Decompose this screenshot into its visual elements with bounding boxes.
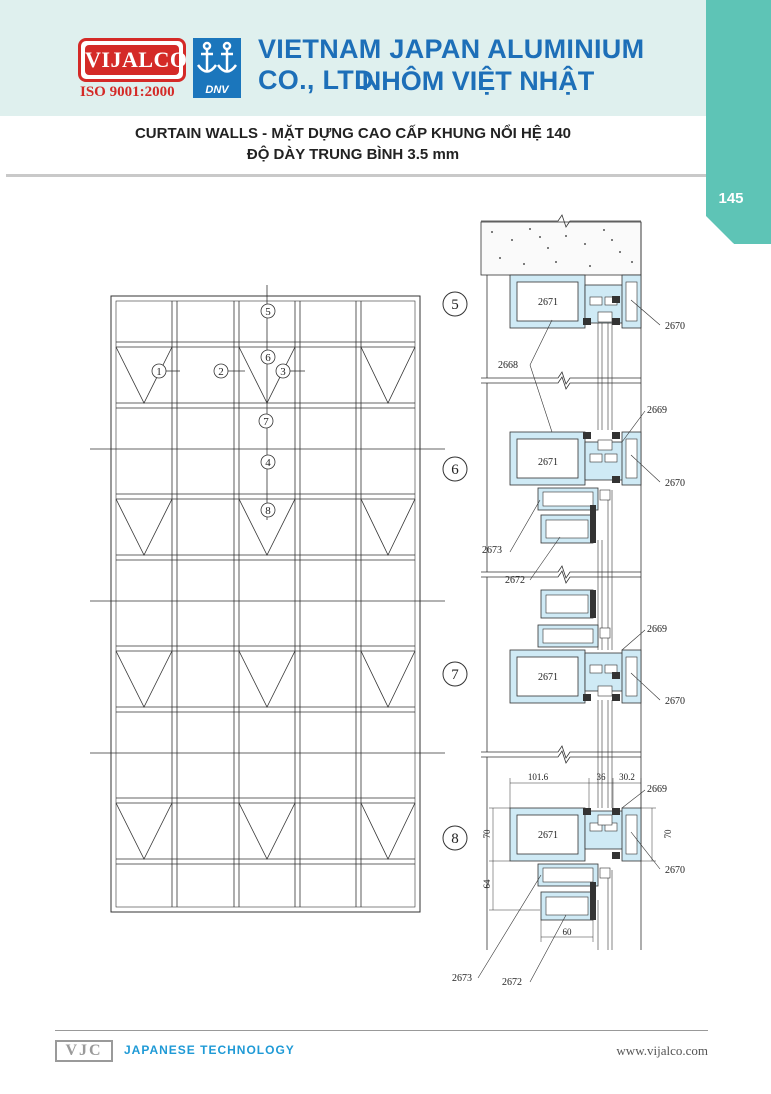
transom-profile-7	[510, 590, 641, 703]
profile-label: 2672	[502, 977, 522, 988]
profile-label: 2673	[482, 545, 502, 556]
iso-certification: ISO 9001:2000	[80, 84, 175, 100]
section-label: 6	[451, 462, 459, 478]
transom-profiles	[510, 275, 641, 920]
elevation-view	[90, 285, 445, 912]
dnv-label: DNV	[205, 84, 229, 96]
footer-website: www.vijalco.com	[616, 1043, 708, 1058]
company-name-en: VIETNAM JAPAN ALUMINIUM CO., LTD.	[258, 34, 645, 95]
transom-profile-8	[510, 808, 641, 920]
page-subtitle: ĐỘ DÀY TRUNG BÌNH 3.5 mm	[246, 146, 460, 163]
dimension-label: 60	[562, 927, 572, 937]
profile-label: 2673	[452, 973, 472, 984]
profile-label: 2671	[538, 457, 558, 468]
callout-label: 1	[156, 366, 162, 378]
callout-label: 8	[265, 505, 271, 517]
callout-label: 2	[218, 366, 224, 378]
elevation-mullions	[172, 301, 361, 907]
section-labels	[451, 297, 459, 847]
elevation-callouts	[152, 304, 290, 517]
dimension-label: 30.2	[619, 772, 635, 782]
dimension-label: 70	[482, 829, 492, 839]
footer-tagline: JAPANESE TECHNOLOGY	[124, 1043, 295, 1057]
profile-label: 2670	[665, 478, 685, 489]
profile-2671-labels	[538, 297, 558, 841]
profile-label: 2668	[498, 360, 518, 371]
callout-label: 3	[280, 366, 286, 378]
profile-label: 2669	[647, 784, 667, 795]
profile-label: 2671	[538, 297, 558, 308]
dimension-label: 64	[482, 879, 492, 889]
transom-profile-5	[510, 275, 641, 328]
profile-label: 2671	[538, 672, 558, 683]
profile-label: 2669	[647, 624, 667, 635]
section-label: 7	[451, 667, 459, 683]
profile-label: 2670	[665, 321, 685, 332]
section-label: 5	[451, 297, 459, 313]
page-number: 145	[718, 190, 744, 207]
profile-label: 2670	[665, 865, 685, 876]
section-label-circles	[443, 292, 467, 850]
dimension-label: 36	[596, 772, 606, 782]
callout-label: 5	[265, 306, 271, 318]
profile-label: 2669	[647, 405, 667, 416]
elevation-outer-frame	[111, 296, 420, 912]
dimension-label: 70	[663, 829, 673, 839]
concrete-slab	[481, 222, 641, 275]
profile-label: 2671	[538, 830, 558, 841]
dimension-label: 101.6	[527, 772, 549, 782]
page-title: CURTAIN WALLS - MẶT DỰNG CAO CẤP KHUNG NỔI HỆ 140	[134, 125, 572, 142]
vijalco-logo-text: VIJALCO	[85, 45, 179, 75]
callout-label: 4	[265, 457, 271, 469]
callout-label: 7	[263, 416, 269, 428]
transom-profile-6	[510, 432, 641, 543]
callout-label: 6	[265, 352, 271, 364]
vjc-logo: VJC	[55, 1040, 113, 1062]
section-label: 8	[451, 831, 459, 847]
profile-label: 2672	[505, 575, 525, 586]
footer-divider	[55, 1030, 708, 1031]
profile-label: 2670	[665, 696, 685, 707]
company-name-vn: NHÔM VIỆT NHẬT	[361, 66, 595, 96]
